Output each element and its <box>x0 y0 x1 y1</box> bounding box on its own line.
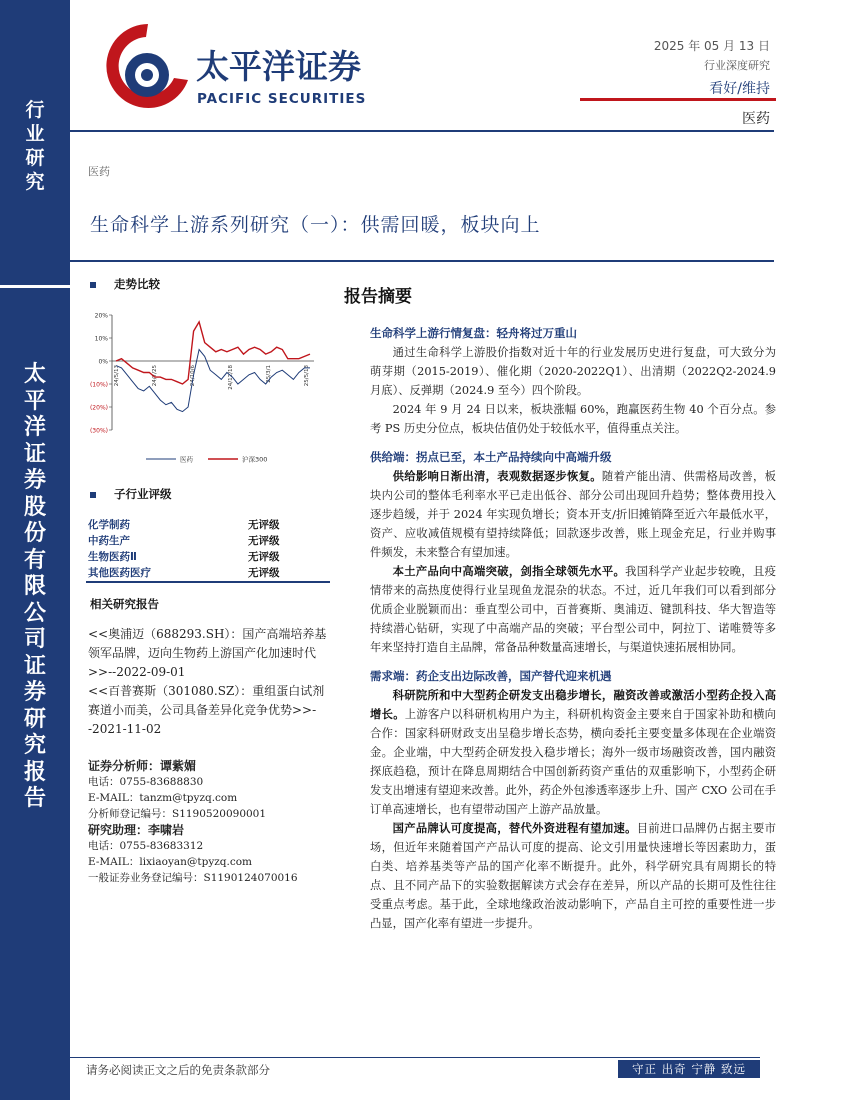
sidebar-char: 证 <box>23 653 46 679</box>
sub-industry-name: 中药生产 <box>88 534 130 547</box>
series-line-hs300 <box>116 322 310 384</box>
sidebar-char: 究 <box>23 733 46 758</box>
assistant-cert: 一般证券业务登记编号：S1190124070016 <box>88 872 298 884</box>
company-logo-icon <box>100 20 370 115</box>
analyst-info <box>88 758 338 886</box>
y-tick-label: 10% <box>94 335 108 343</box>
section-heading: 生命科学上游行情复盘：轻舟将过万重山 <box>370 326 577 340</box>
industry-label: 医药 <box>742 111 770 127</box>
sector-label: 医药 <box>88 165 110 178</box>
analyst-name: 证券分析师：谭紫媚 <box>88 759 197 773</box>
sub-industry-rating: 无评级 <box>248 518 280 531</box>
sidebar-char: 司 <box>23 627 46 652</box>
sub-industry-rating: 无评级 <box>248 566 280 579</box>
sub-industry-name: 其他医药医疗 <box>88 566 151 579</box>
sidebar-char: 太 <box>23 362 46 387</box>
analyst-cert: 分析师登记编号：S1190520090001 <box>88 808 267 820</box>
square-bullet-icon <box>90 492 96 498</box>
related-reports <box>88 625 328 739</box>
x-tick-label: 24/5/13 <box>114 365 120 387</box>
report-type: 行业深度研究 <box>704 59 770 72</box>
abstract-title: 报告摘要 <box>344 287 412 307</box>
y-tick-label: (20%) <box>89 404 108 412</box>
sidebar-char: 限 <box>23 574 46 599</box>
trend-heading: 走势比较 <box>90 276 160 292</box>
sidebar-char: 证 <box>23 441 46 467</box>
paragraph: 本土产品向中高端突破，剑指全球领先水平。我国科学产业起步较晚，且疫情带来的高热度使得行业呈现鱼龙混杂的状态。不过，近几年我们可以看到部分优质企业脱颖而出：垂直型公司中，百普赛斯、奥浦迈、键凯科技、华大智造等持续潜心钻研，实现了中高端产品的突破；平台型公司中，阿拉丁、诺唯赞等多年来坚持打造自主品牌，常备品种数量高速增长，与渠道快速拓展相协同。 <box>370 564 776 654</box>
company-logo <box>100 20 370 115</box>
sub-industry-name: 生物医药Ⅱ <box>88 550 137 563</box>
sidebar-divider <box>0 285 70 288</box>
analyst-phone: 电话：0755-83688830 <box>88 776 204 788</box>
paragraph: 国产品牌认可度提高，替代外资进程有望加速。目前进口品牌仍占据主要市场，但近年来随着国产产品认可度的提高、论文引用量快速增长等因素助力，蛋白类、培养基类等产品的国产化率不断提升。此外，科学研究具有周期长的特点、且不同产品下的实验数据解读方式会存在差异，所以产品的长期可及性往往受重点考虑。基于此，全球地缘政治波动影响下，产品自主可控的重要性进一步凸显，国产化率有望进一步提升。 <box>370 821 776 930</box>
section-heading: 需求端：药企支出边际改善，国产替代迎来机遇 <box>370 669 612 683</box>
x-tick-label: 24/12/18 <box>228 365 234 390</box>
paragraph: 科研院所和中大型药企研发支出稳步增长，融资改善或激活小型药企投入高增长。上游客户以科研机构用户为主，科研机构资金主要来自于国家补助和横向合作：国家科研财政支出呈稳步增长态势，横向委托主要变量多体现在企业端资金。企业端，中大型药企研发投入稳步增长；海外一级市场融资改善，国内融资探底趋稳，预计在降息周期结合中国创新药资产重估的双重影响下，小型药企研发支出增速有望迎来改善。此外，药企外包渗透率逐步上升、国产 CXO 公司在手订单高速增长，也有望带动国产上游产品放量。 <box>370 688 776 816</box>
sidebar-char: 券 <box>23 680 46 705</box>
paragraph: 2024 年 9 月 24 日以来，板块涨幅 60%，跑赢医药生物 40 个百分点。参考 PS 历史分位点，板块估值仍处于较低水平，值得重点关注。 <box>370 403 776 435</box>
abstract <box>340 282 776 933</box>
report-date: 2025 年 05 月 13 日 <box>653 39 770 53</box>
x-tick-label: 25/3/1 <box>266 365 272 383</box>
sidebar-char: 股 <box>23 494 46 520</box>
legend-label-pharma: 医药 <box>180 455 193 464</box>
sub-industry-name: 化学制药 <box>88 518 130 531</box>
slogan-badge: 守正 出奇 宁静 致远 <box>618 1060 760 1078</box>
related-report-link[interactable]: <<奥浦迈（688293.SH）：国产高端培养基领军品牌，迈向生物药上游国产化加速时代>>--2022-09-01 <box>88 627 327 679</box>
table-row <box>88 548 328 564</box>
x-tick-label: 25/5/13 <box>304 365 310 387</box>
paragraph: 供给影响日渐出清，表观数据逐步恢复。随着产能出清、供需格局改善，板块内公司的整体毛利率水平已走出低谷、部分公司出现回升趋势；整体费用投入逐步趋缓，并于 2024 年实现负增长；资本开支/折旧摊销降至近六年最低水平，资产、应收减值规模有望持续降低；回款逐步改善，账上现金充足，行业并购事件频发，未来整合有望加速。 <box>370 469 776 559</box>
rating-underline <box>580 98 776 101</box>
trend-chart <box>86 305 326 470</box>
y-tick-label: (30%) <box>89 427 108 435</box>
sub-rating-table <box>88 516 328 580</box>
sidebar-char: 洋 <box>23 415 46 440</box>
sidebar-char: 份 <box>23 521 46 546</box>
y-tick-label: 0% <box>98 358 108 366</box>
paragraph: 通过生命科学上游股价指数对近十年的行业发展历史进行复盘，可大致分为萌芽期（2015-2019）、催化期（2020-2022Q1）、出清期（2022Q2-2024.9 月底）、反弹期（2024.9 至今）四个阶段。 <box>370 346 776 397</box>
assistant-email[interactable]: E-MAIL：lixiaoyan@tpyzq.com <box>88 856 253 868</box>
table-row <box>88 516 328 532</box>
sub-industry-rating: 无评级 <box>248 534 280 547</box>
sub-industry-rating: 无评级 <box>248 550 280 563</box>
x-tick-label: 24/7/25 <box>152 365 158 387</box>
table-row <box>88 564 328 580</box>
sidebar-char: 平 <box>23 388 46 414</box>
sidebar-char: 有 <box>23 547 46 573</box>
sidebar-char: 报 <box>23 759 46 785</box>
x-tick-label: 24/10/6 <box>190 365 196 387</box>
square-bullet-icon <box>90 282 96 288</box>
table-divider <box>86 581 330 583</box>
sidebar-vertical-text <box>0 362 70 813</box>
assistant-name: 研究助理：李啸岩 <box>88 823 185 837</box>
sidebar-char: 公 <box>23 600 46 626</box>
related-report-link[interactable]: <<百普赛斯（301080.SZ）：重组蛋白试剂赛道小而美，公司具备差异化竞争优势>>--2021-11-02 <box>88 684 325 736</box>
disclaimer-text: 请务必阅读正文之后的免责条款部分 <box>86 1063 270 1077</box>
logo-company-cn: 太平洋证券 <box>196 47 361 86</box>
section-heading: 供给端：拐点已至，本土产品持续向中高端升级 <box>370 450 612 464</box>
industry-rating: 看好/维持 <box>709 81 770 97</box>
footer-divider <box>70 1057 760 1058</box>
title-divider <box>70 260 774 262</box>
table-row <box>88 532 328 548</box>
header-divider <box>70 130 774 132</box>
report-title: 生命科学上游系列研究（一）：供需回暖，板块向上 <box>90 214 541 236</box>
sidebar-char: 告 <box>23 786 46 811</box>
sidebar-char: 券 <box>23 468 46 493</box>
y-tick-label: (10%) <box>89 381 108 389</box>
legend-label-hs300: 沪深300 <box>242 455 268 464</box>
sub-rating-heading: 子行业评级 <box>90 486 172 502</box>
sidebar-top-text: 行 业 研 究 <box>25 99 45 193</box>
assistant-phone: 电话：0755-83683312 <box>88 840 204 852</box>
logo-company-en: PACIFIC SECURITIES <box>197 91 367 107</box>
related-heading: 相关研究报告 <box>90 597 159 611</box>
analyst-email[interactable]: E-MAIL：tanzm@tpyzq.com <box>88 792 238 804</box>
sidebar <box>0 0 70 1100</box>
y-tick-label: 20% <box>94 312 108 320</box>
sidebar-char: 研 <box>23 706 46 732</box>
series-line-pharma <box>116 350 310 412</box>
